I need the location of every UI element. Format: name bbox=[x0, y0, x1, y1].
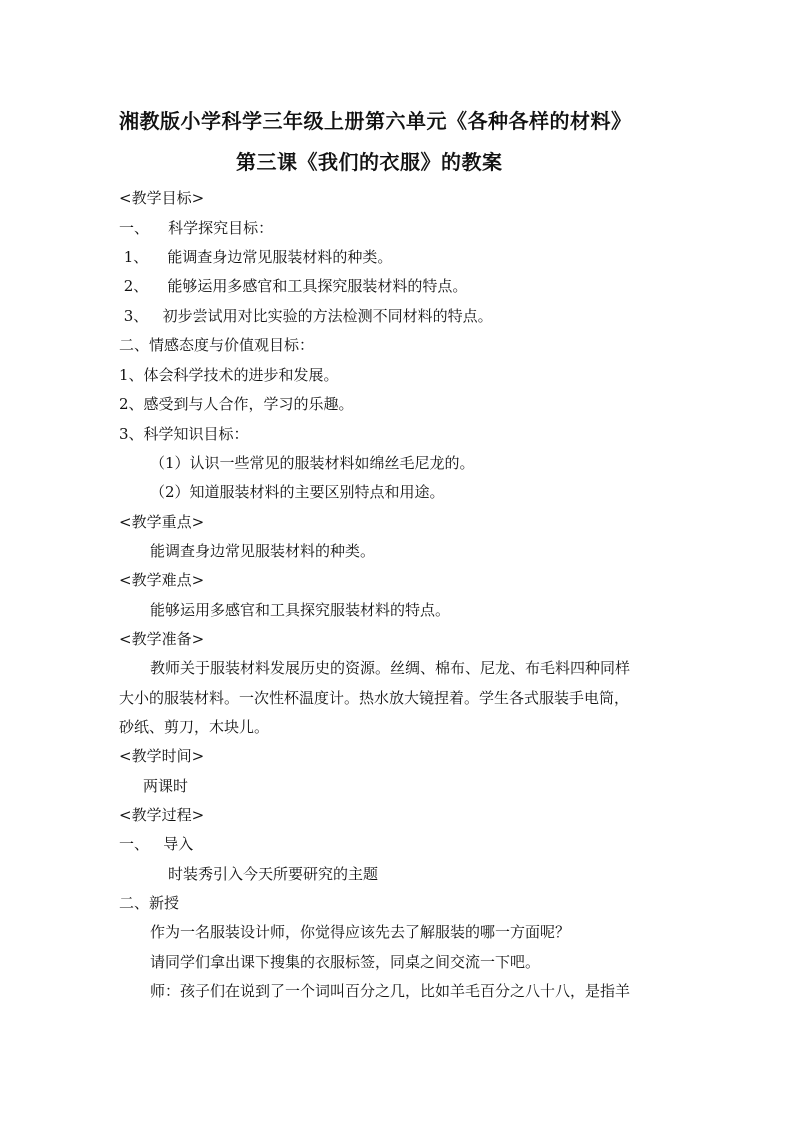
preparation-text: 大小的服装材料。一次性杯温度计。热水放大镜捏着。学生各式服装手电筒， bbox=[119, 689, 630, 707]
process-step-text: 请同学们拿出课下搜集的衣服标签，同桌之间交流一下吧。 bbox=[150, 953, 541, 971]
process-step-heading: 二、新授 bbox=[119, 894, 180, 912]
section-heading-time: <教学时间> bbox=[119, 747, 205, 765]
objective-heading-knowledge: 3、科学知识目标： bbox=[119, 425, 249, 443]
section-heading-process: <教学过程> bbox=[119, 806, 205, 824]
objective-subitem: （2）知道服装材料的主要区别特点和用途。 bbox=[150, 483, 445, 501]
document-title-line-1: 湘教版小学科学三年级上册第六单元《各种各样的材料》 bbox=[119, 109, 632, 133]
objective-item: 2、 能够运用多感官和工具探究服装材料的特点。 bbox=[119, 277, 468, 295]
process-step-text: 作为一名服装设计师，你觉得应该先去了解服装的哪一方面呢？ bbox=[150, 923, 571, 941]
section-heading-key-points: <教学重点> bbox=[119, 513, 205, 531]
objective-heading-attitude: 二、情感态度与价值观目标： bbox=[119, 336, 315, 354]
time-text: 两课时 bbox=[143, 777, 189, 795]
section-heading-objectives: <教学目标> bbox=[119, 189, 205, 207]
key-points-text: 能调查身边常见服装材料的种类。 bbox=[150, 542, 376, 560]
preparation-text: 砂纸、剪刀，木块儿。 bbox=[119, 718, 270, 736]
objective-item: 1、体会科学技术的进步和发展。 bbox=[119, 366, 339, 384]
preparation-text: 教师关于服装材料发展历史的资源。丝绸、棉布、尼龙、布毛料四种同样 bbox=[150, 659, 631, 677]
process-step-heading: 一、 导入 bbox=[119, 835, 194, 853]
process-step-text: 师：孩子们在说到了一个词叫百分之几，比如羊毛百分之八十八，是指羊 bbox=[150, 982, 631, 1000]
section-heading-preparation: <教学准备> bbox=[119, 630, 205, 648]
objective-heading-inquiry: 一、 科学探究目标： bbox=[119, 219, 274, 237]
objective-item: 1、 能调查身边常见服装材料的种类。 bbox=[119, 248, 393, 266]
difficulties-text: 能够运用多感官和工具探究服装材料的特点。 bbox=[150, 601, 451, 619]
objective-subitem: （1）认识一些常见的服装材料如绵丝毛尼龙的。 bbox=[150, 454, 475, 472]
document-title-line-2: 第三课《我们的衣服》的教案 bbox=[236, 150, 503, 174]
objective-item: 2、感受到与人合作，学习的乐趣。 bbox=[119, 395, 354, 413]
section-heading-difficulties: <教学难点> bbox=[119, 571, 205, 589]
objective-item: 3、 初步尝试用对比实验的方法检测不同材料的特点。 bbox=[119, 307, 493, 325]
process-step-text: 时装秀引入今天所要研究的主题 bbox=[168, 865, 379, 883]
